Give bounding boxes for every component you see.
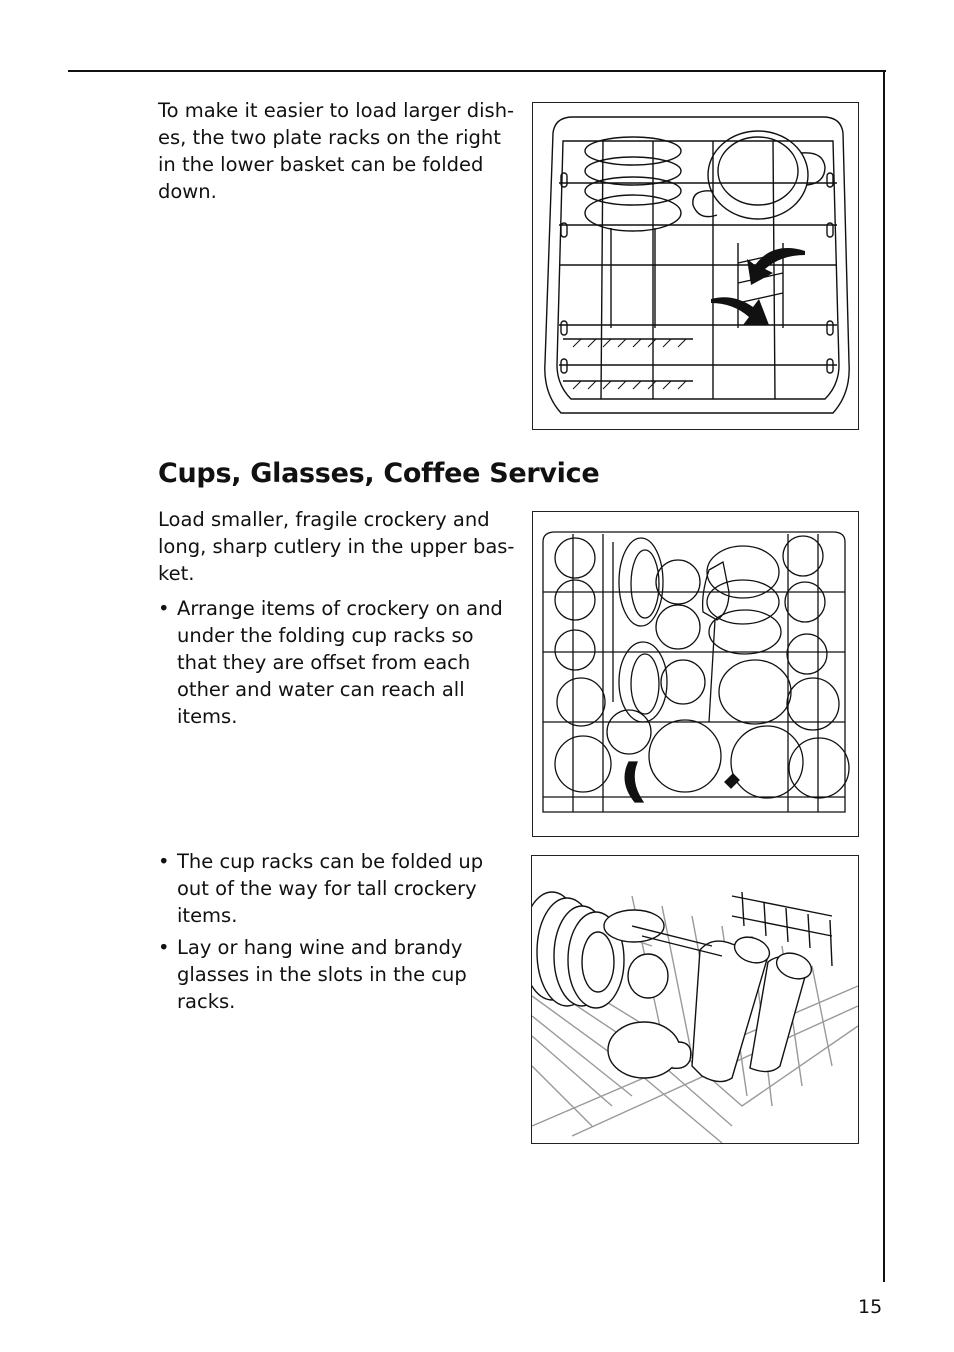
bullet-line: out of the way for tall crockery <box>177 877 477 900</box>
intro-paragraph <box>158 97 514 205</box>
bullet-line: racks. <box>177 990 236 1013</box>
bullet-dot: • <box>158 850 170 873</box>
side-rule <box>883 70 885 1282</box>
bullet-line: glasses in the slots in the cup <box>177 963 467 986</box>
upper-basket-illustration <box>532 511 859 837</box>
bullet-line: Lay or hang wine and brandy <box>177 936 463 959</box>
lower-basket-illustration <box>532 102 859 430</box>
bullet-line: The cup racks can be folded up <box>177 850 484 873</box>
section-title: Cups, Glasses, Coffee Service <box>158 458 600 489</box>
bullet-line: other and water can reach all <box>177 678 465 701</box>
bullet-line: items. <box>177 904 238 927</box>
bullet-dot: • <box>158 597 170 620</box>
section-intro-line: ket. <box>158 562 195 585</box>
bullet-item <box>158 848 483 929</box>
intro-line: in the lower basket can be folded <box>158 153 484 176</box>
bullet-line: that they are offset from each <box>177 651 471 674</box>
intro-line: down. <box>158 180 217 203</box>
bullet-line: Arrange items of crockery on and <box>177 597 503 620</box>
intro-line: To make it easier to load larger dish- <box>158 99 515 122</box>
section-intro-line: long, sharp cutlery in the upper bas- <box>158 535 515 558</box>
cup-rack-illustration <box>531 855 859 1144</box>
bullet-dot: • <box>158 936 170 959</box>
page-number: 15 <box>858 1296 883 1318</box>
bullet-item <box>158 595 503 730</box>
bullet-item <box>158 934 467 1015</box>
intro-line: es, the two plate racks on the right <box>158 126 501 149</box>
bullet-line: under the folding cup racks so <box>177 624 474 647</box>
section-intro-line: Load smaller, fragile crockery and <box>158 508 490 531</box>
top-rule <box>68 70 886 72</box>
section-intro-paragraph <box>158 506 514 587</box>
bullet-line: items. <box>177 705 238 728</box>
